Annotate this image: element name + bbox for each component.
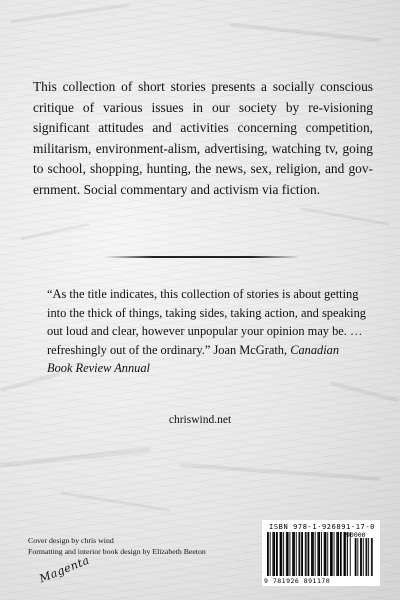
- barcode-bar: [363, 538, 364, 576]
- barcode-bar: [290, 532, 291, 576]
- isbn-barcode: [262, 520, 380, 586]
- barcode-bar: [371, 538, 372, 576]
- section-divider: [104, 256, 300, 258]
- cover-credit: Cover design by chris wind: [28, 536, 114, 545]
- addon-digits: 90000: [346, 531, 366, 539]
- barcode-bar: [270, 532, 271, 576]
- barcode-bar: [355, 538, 357, 576]
- barcode-bar: [308, 532, 310, 576]
- review-author: Joan McGrath,: [213, 342, 288, 357]
- barcode-bar: [317, 532, 318, 576]
- book-description: This collection of short stories presents a socially conscious critique of various issues in our society by re-visioning significant attitudes and activities concerning competition, militarism, environment-alism, advertising, watching tv, going to school, shopping, hunting, the news, sex, religion, and gov-ernment. Social commentary and activism via fiction.: [33, 79, 373, 197]
- barcode-bar: [330, 532, 331, 576]
- design-credits: [28, 535, 206, 557]
- barcode-bar: [334, 532, 335, 576]
- author-website: chriswind.net: [168, 414, 232, 426]
- barcode-digits: [264, 577, 378, 585]
- barcode-bar: [336, 532, 337, 576]
- barcode-bar: [340, 532, 342, 576]
- barcode-bar: [281, 532, 282, 576]
- barcode-bar: [360, 538, 361, 576]
- barcode-bar: [337, 532, 339, 576]
- barcode-bar: [366, 538, 367, 576]
- barcode-bar: [306, 532, 307, 576]
- barcode-bar: [372, 538, 373, 576]
- barcode-bar: [296, 532, 297, 576]
- barcode-bar: [325, 532, 327, 576]
- barcode-bar: [276, 532, 278, 576]
- review-source: Canadian Book Review Annual: [47, 342, 340, 375]
- barcode-bar: [331, 532, 333, 576]
- review-quote: [47, 285, 367, 378]
- barcode-bar: [366, 538, 367, 576]
- ean-digits: 9 781926 891170: [264, 577, 331, 585]
- barcode-bar: [272, 532, 273, 576]
- barcode-bar: [273, 532, 275, 576]
- barcode-bar: [301, 532, 303, 576]
- barcode-bar: [292, 532, 293, 576]
- review-text: “As the title indicates, this collection of stories is about getting into the thick of things, taking sides, taking action, and speaking out loud and clear, however unpopular your opinion may be. … refreshingly out of the ordinary.”: [47, 287, 367, 357]
- barcode-bar: [327, 532, 328, 576]
- interior-credit: Formatting and interior book design by Elizabeth Beeton: [28, 547, 206, 556]
- barcode-bar: [299, 532, 300, 576]
- barcode-bar: [287, 532, 289, 576]
- barcode-bar: [305, 532, 306, 576]
- barcode-bar: [321, 532, 322, 576]
- barcode-bar: [267, 532, 269, 576]
- barcode-bar: [315, 532, 316, 576]
- barcode-bar: [299, 532, 300, 576]
- barcode-bar: [368, 538, 369, 576]
- barcode-bar: [293, 532, 295, 576]
- barcode-bar: [286, 532, 287, 576]
- barcode-bar: [357, 538, 358, 576]
- barcode-bar: [311, 532, 313, 576]
- publisher-logo: Magenta: [37, 553, 92, 586]
- isbn-label: ISBN 978-1-926891-17-0: [269, 523, 375, 531]
- barcode-bar: [280, 532, 282, 576]
- barcode-bar: [318, 532, 320, 576]
- barcode-bar: [324, 532, 325, 576]
- barcode-bar: [361, 538, 362, 576]
- barcode-bar: [283, 532, 284, 576]
- barcode-bar: [313, 532, 314, 576]
